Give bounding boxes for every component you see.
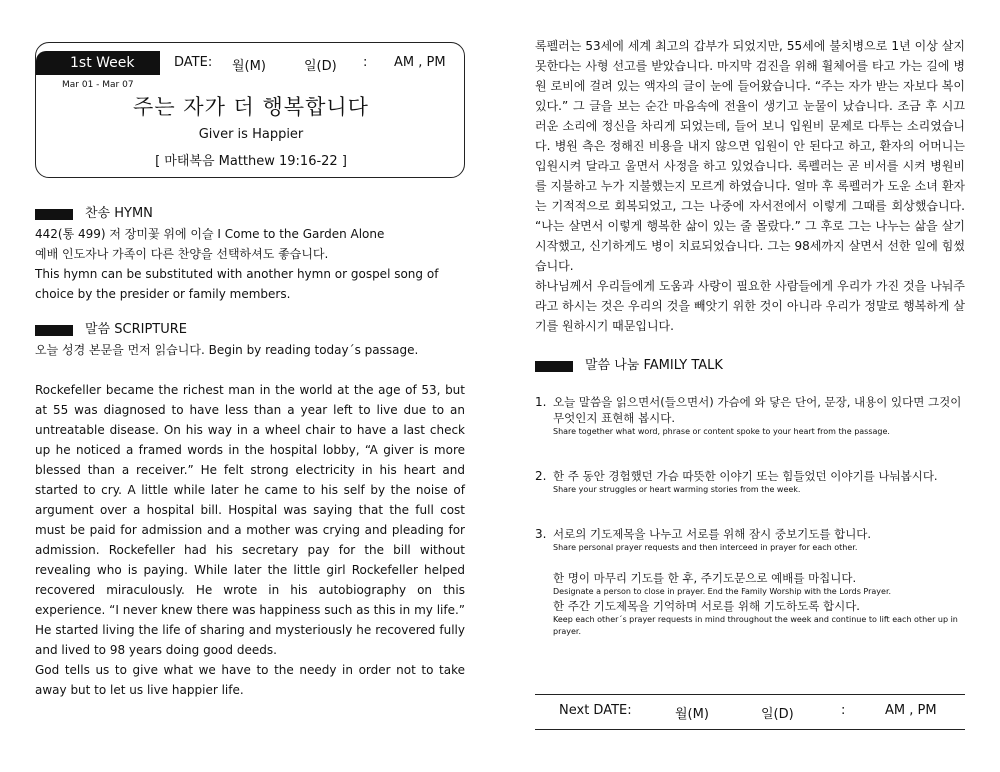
week-label: 1st Week bbox=[36, 51, 160, 75]
hymn-note-en: This hymn can be substituted with another hymn or gospel song of choice by the presider or family members. bbox=[35, 267, 439, 301]
talk-item-number: 3. bbox=[535, 527, 547, 541]
talk-item bbox=[535, 394, 965, 438]
scripture-reference: [ 마태복음 Matthew 19:16-22 ] bbox=[155, 154, 347, 169]
hymn-note-kr: 예배 인도자나 가족이 다른 찬양을 선택하셔도 좋습니다. bbox=[35, 247, 329, 261]
talk-item-en: Share your struggles or heart warming stories from the week. bbox=[553, 485, 801, 494]
scripture-heading bbox=[35, 322, 465, 338]
talk-item-kr: 오늘 말씀을 읽으면서(들으면서) 가슴에 와 닿은 단어, 문장, 내용이 있다면 그것이 무엇인지 표현해 봅시다. bbox=[553, 395, 962, 425]
talk-item-kr: 한 주 동안 경험했던 가슴 따뜻한 이야기 또는 힘들었던 이야기를 나눠봅시다. bbox=[553, 469, 938, 483]
closing-kr-1: 한 명이 마무리 기도를 한 후, 주기도문으로 예배를 마칩니다. bbox=[553, 571, 857, 585]
section-bar bbox=[35, 209, 73, 220]
talk-item bbox=[535, 468, 965, 496]
next-day-label: 일(D) bbox=[761, 707, 794, 722]
scripture-heading-text: 말씀 SCRIPTURE bbox=[85, 322, 187, 337]
family-talk-heading-text: 말씀 나눔 FAMILY TALK bbox=[585, 358, 723, 373]
hymn-heading bbox=[35, 206, 465, 222]
next-month-label: 월(M) bbox=[675, 707, 709, 722]
date-label: DATE: bbox=[174, 55, 213, 70]
talk-item-number: 1. bbox=[535, 395, 547, 409]
hymn-line: 442(통 499) 저 장미꽃 위에 이슬 I Come to the Garden Alone bbox=[35, 227, 385, 241]
next-time-colon: : bbox=[841, 703, 846, 718]
next-ampm-label: AM , PM bbox=[885, 703, 937, 718]
talk-item-number: 2. bbox=[535, 469, 547, 483]
week-header-box bbox=[35, 42, 465, 178]
day-label: 일(D) bbox=[304, 59, 337, 74]
story-en-conclusion: God tells us to give what we have to the needy in order not to take away but to let us live happier life. bbox=[35, 663, 465, 697]
talk-item-kr: 서로의 기도제목을 나누고 서로를 위해 잠시 중보기도를 합니다. bbox=[553, 527, 872, 541]
story-en-paragraph: Rockefeller became the richest man in the world at the age of 53, but at 55 was diagnosed to have less than a year left to live due to an untreatable disease. On his way in a wheel chair to have a last check up he noticed a framed words in the hospital lobby, “A giver is more blessed than a receiver.” He felt strong electricity in his heart and started to cry. A little while later he came to his self by the noise of argument over a hospital bill. Hospital was saying that the full cost must be paid for admission and a mother was crying and pleading for admission. Rockefeller had his secretary pay for the bill without revealing who is paying. While later the little girl Rockefeller helped recovered miraculously. He wrote in his autobiography on this experience. “I never knew there was happiness such as this in my life.” He started living the life of sharing and mysteriously he recovered fully and lived to 98 years doing good deeds. bbox=[35, 383, 465, 657]
story-kr-paragraph: 록펠러는 53세에 세계 최고의 갑부가 되었지만, 55세에 불치병으로 1년 이상 살지 못한다는 사형 선고를 받았습니다. 마지막 검진을 위해 휠체어를 타고 가는 길에 병원 로비에 걸려 있는 액자의 글이 눈에 들어왔습니다. “주는 자가 받는 자보다 복이 있다.” 그 글을 보는 순간 마음속에 전율이 생기고 눈물이 났습니다. 조금 후 시끄러운 소리에 정신을 차리게 되었는데, 들어 보니 입원비 문제로 다투는 소리였습니다. 병원 측은 정해진 비용을 내지 않으면 입원이 안 된다고 하고, 환자의 어머니는 입원시켜 달라고 울면서 사정을 하고 있었습니다. 록펠러는 곧 비서를 시켜 병원비를 지불하고 누가 지불했는지 모르게 하였습니다. 얼마 후 록펠러가 도운 소녀 환자는 기적적으로 회복되었고, 그는 나중에 자서전에서 이렇게 그때를 회상했습니다. “나는 살면서 이렇게 행복한 삶이 있는 줄 몰랐다.” 그 후로 그는 나누는 삶을 살기 시작했고, 신기하게도 병이 치료되었습니다. 그는 98세까지 살면서 선한 일에 힘썼습니다. bbox=[535, 39, 965, 273]
closing-en-2: Keep each other´s prayer requests in mind throughout the week and continue to lift each other up in prayer. bbox=[553, 615, 958, 636]
date-range: Mar 01 - Mar 07 bbox=[62, 80, 134, 90]
ampm-label: AM , PM bbox=[394, 55, 446, 70]
closing-kr-2: 한 주간 기도제목을 기억하며 서로를 위해 기도하도록 합시다. bbox=[553, 599, 860, 613]
talk-item-en: Share personal prayer requests and then interceed in prayer for each other. bbox=[553, 543, 858, 552]
section-bar bbox=[35, 325, 73, 336]
time-colon: : bbox=[363, 55, 368, 70]
page-title: 주는 자가 더 행복합니다 bbox=[133, 95, 369, 119]
right-column bbox=[535, 36, 965, 638]
closing-en-1: Designate a person to close in prayer. End the Family Worship with the Lords Prayer. bbox=[553, 587, 892, 596]
month-label: 월(M) bbox=[232, 59, 266, 74]
talk-item-en: Share together what word, phrase or content spoke to your heart from the passage. bbox=[553, 427, 890, 436]
family-talk-heading bbox=[535, 358, 965, 374]
scripture-intro: 오늘 성경 본문을 먼저 읽습니다. Begin by reading today´s passage. bbox=[35, 343, 419, 357]
story-kr-conclusion: 하나님께서 우리들에게 도움과 사랑이 필요한 사람들에게 우리가 가진 것을 나눠주라고 하시는 것은 우리의 것을 빼앗기 위한 것이 아니라 우리가 정말로 행복하게 살기를 원하시기 때문입니다. bbox=[535, 279, 965, 333]
talk-item bbox=[535, 526, 965, 638]
page-subtitle: Giver is Happier bbox=[198, 127, 304, 142]
hymn-heading-text: 찬송 HYMN bbox=[85, 206, 153, 221]
next-date-box bbox=[535, 694, 965, 730]
section-bar bbox=[535, 361, 573, 372]
next-date-label: Next DATE: bbox=[559, 703, 632, 718]
left-column bbox=[35, 42, 465, 700]
